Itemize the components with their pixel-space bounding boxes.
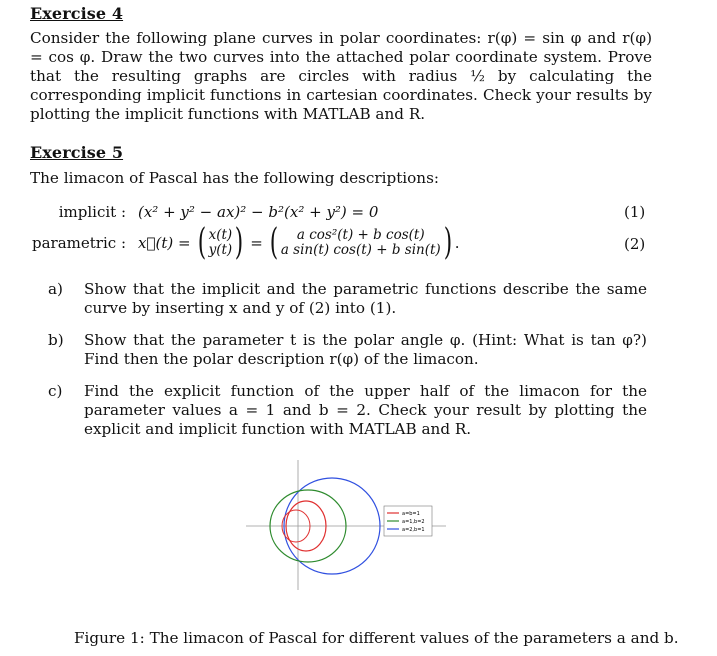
parametric-label: parametric :	[32, 234, 126, 252]
parametric-lhs: x⃗(t) =	[138, 234, 191, 252]
item-b-marker: b)	[48, 331, 64, 349]
component-y: a sin(t) cos(t) + b sin(t)	[280, 242, 441, 258]
implicit-label: implicit :	[58, 203, 126, 221]
legend-label-3: a=2,b=1	[402, 527, 425, 533]
vector-y: y(t)	[208, 242, 233, 258]
exercise-5-intro: The limacon of Pascal has the following descriptions:	[30, 169, 439, 187]
period: .	[454, 234, 460, 252]
legend-label-1: a=b=1	[402, 511, 420, 517]
vector-components	[281, 228, 441, 258]
exercise-4-text: Consider the following plane curves in polar coordinates: r(φ) = sin φ and r(φ) = cos φ. Draw the two curves into the attached polar coordinate system. Prove that the resulting graphs are circles with radius ½ by calculating the corresponding implicit functions in cartesian coordinates. Check your results by plotting the implicit functions with MATLAB and R.	[30, 29, 652, 123]
equation-number-1: (1)	[624, 203, 646, 221]
component-x: a cos²(t) + b cos(t)	[296, 227, 425, 243]
equals-sign: =	[250, 234, 263, 252]
item-c-text: Find the explicit function of the upper half of the limacon for the parameter values a = 1 and b = 2. Check your result by plotting the explicit and implicit function with MATLAB and R.	[84, 382, 647, 438]
figure-caption: Figure 1: The limacon of Pascal for different values of the parameters a and b.	[74, 629, 679, 647]
paren-open-2: (	[269, 222, 279, 263]
exercise-4-heading: Exercise 4	[30, 4, 124, 23]
parametric-equation	[30, 222, 460, 263]
item-c-marker: c)	[48, 382, 63, 400]
item-a-text: Show that the implicit and the parametric functions describe the same curve by inserting x and y of (2) into (1).	[84, 280, 647, 317]
paren-open-1: (	[197, 222, 206, 263]
vector-x: x(t)	[208, 227, 233, 243]
paren-close-1: )	[234, 222, 244, 263]
implicit-equation	[30, 203, 378, 221]
item-a-marker: a)	[48, 280, 63, 298]
implicit-formula: (x² + y² − ax)² − b²(x² + y²) = 0	[138, 203, 379, 221]
vector-xy	[209, 228, 233, 258]
legend-label-2: a=1,b=2	[402, 519, 425, 525]
item-b-text: Show that the parameter t is the polar angle φ. (Hint: What is tan φ?) Find then the polar description r(φ) of the limacon.	[84, 331, 647, 368]
paren-close-2: )	[443, 222, 452, 263]
equation-number-2: (2)	[624, 235, 646, 253]
exercise-5-heading: Exercise 5	[30, 143, 124, 162]
limacon-figure	[246, 440, 446, 590]
